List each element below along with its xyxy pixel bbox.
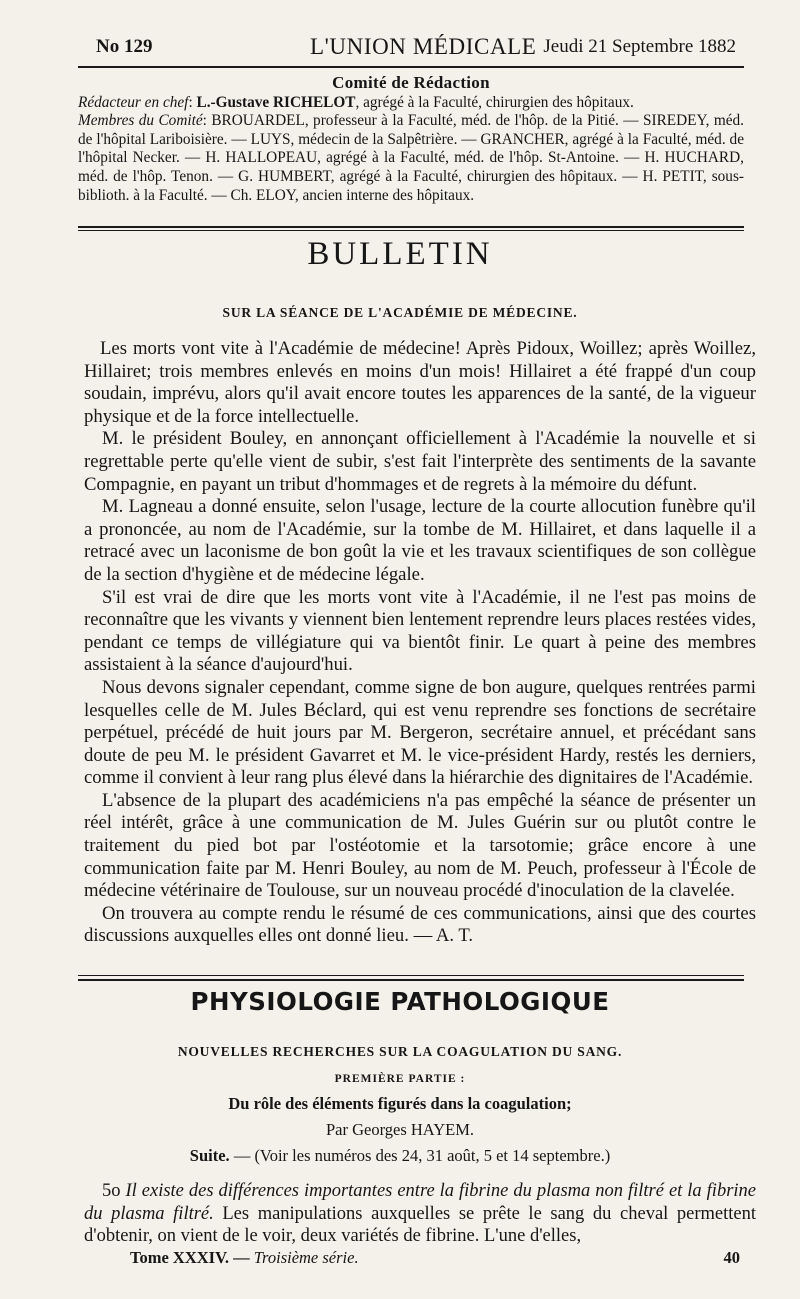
- section-rule: [78, 979, 744, 981]
- suite-text: — (Voir les numéros des 24, 31 août, 5 et 14 septembre.): [229, 1146, 611, 1165]
- members-label: Membres du Comité: [78, 112, 203, 130]
- issue-number: No 129: [96, 36, 153, 57]
- paragraph-emphasis: Il existe des différences importantes entre la fibrine du plasma non filtré et la fibrine du plasma filtré.: [84, 1181, 756, 1224]
- volume-info: Tome XXXIV. — Troisième série.: [130, 1248, 359, 1267]
- editor-in-chief: Rédacteur en chef: L.-Gustave RICHELOT, agrégé à la Faculté, chirurgien des hôpitaux.: [78, 93, 634, 111]
- article-paragraph: Nous devons signaler cependant, comme signe de bon augure, quelques rentrées parmi lesquelles celle de M. Jules Béclard, qui est venu reprendre ses fonctions de secrétaire perpétuel, précédé de huit jours par M. Bergeron, secrétaire annuel, et précédant sans doute de peu M. le président Gavarret et M. le vice-président Hardy, restés les derniers, comme il convient à leur rang plus élevé dans la hiérarchie des dignitaires de l'Académie.: [84, 676, 756, 789]
- page-number: 40: [723, 1248, 740, 1267]
- section-title: PHYSIOLOGIE PATHOLOGIQUE: [190, 987, 610, 1016]
- issue-date: Jeudi 21 Septembre 1882: [543, 36, 736, 57]
- article-paragraph: S'il est vrai de dire que les morts vont vite à l'Académie, il ne l'est pas moins de reconnaître que les vivants y viennent bien lentement reprendre leurs places restées vides, pendant ce temps de villégiature qui va bientôt finir. Le quart à peine des membres assistaient à la séance d'aujourd'hui.: [84, 586, 756, 676]
- editor-desc: , agrégé à la Faculté, chirurgien des hôpitaux.: [355, 93, 634, 111]
- article-paragraph: M. le président Bouley, en annonçant officiellement à l'Académie la nouvelle et si regrettable perte qu'elle vient de subir, s'est fait l'interprète des sentiments de la savante Compagnie, en payant un tribut d'hommages et de regrets à la mémoire du défunt.: [84, 428, 756, 495]
- bulletin-subtitle: SUR LA SÉANCE DE L'ACADÉMIE DE MÉDECINE.: [222, 305, 578, 320]
- section-subtitle: NOUVELLES RECHERCHES SUR LA COAGULATION DU SANG.: [177, 1044, 623, 1059]
- paragraph-number: 5o: [102, 1181, 121, 1201]
- committee-rule: [78, 226, 744, 228]
- header-rule: [78, 66, 744, 68]
- chapter-heading: Du rôle des éléments figurés dans la coagulation;: [228, 1094, 572, 1113]
- article-paragraph: Les morts vont vite à l'Académie de médecine! Après Pidoux, Woillez; après Woillez, Hillairet; trois membres enlevés en moins d'un mois! Hillairet a été frappé d'un coup soudain, imprévu, alors qu'il avait encore toutes les apparences de la santé, de la vigueur physique et de la force intellectuelle.: [84, 338, 756, 427]
- continuation-note: [0, 1146, 800, 1166]
- editor-name: L.-Gustave RICHELOT: [196, 93, 356, 111]
- article-paragraph: M. Lagneau a donné ensuite, selon l'usage, lecture de la courte allocution funèbre qu'il a prononcée, au nom de l'Académie, sur la tombe de M. Hillairet, et dans laquelle il a retracé avec un laconisme de bon goût la vie et les travaux scientifiques de son collègue de la section d'hygiène et de médecine légale.: [84, 496, 756, 585]
- paragraph-text: Les manipulations auxquelles se prête le sang du cheval permettent d'obtenir, on vient de le voir, deux variétés de fibrine. L'une d'elles,: [84, 1203, 757, 1246]
- physiology-article: [84, 1180, 756, 1248]
- journal-title: L'UNION MÉDICALE: [310, 34, 537, 59]
- tome-label: Tome XXXIV.: [130, 1248, 230, 1267]
- author-byline: Par Georges HAYEM.: [325, 1120, 475, 1139]
- page-header: [94, 34, 738, 64]
- series-label: Troisième série.: [253, 1248, 359, 1267]
- committee-rule-thin: [78, 230, 744, 231]
- article-paragraph: L'absence de la plupart des académiciens n'a pas empêché la séance de présenter un réel intérêt, grâce à une communication de M. Jules Guérin sur ou plutôt contre le traitement du pied bot par l'ostéotomie et la tarsotomie; grâce encore à une communication faite par M. Henri Bouley, au nom de M. Peuch, professeur à l'École de médecine vétérinaire de Toulouse, sur un nouveau procédé d'inoculation de la clavelée.: [84, 789, 756, 902]
- bulletin-article: [84, 338, 756, 948]
- editorial-committee: [78, 74, 744, 205]
- article-paragraph: [84, 1180, 756, 1248]
- editor-label: Rédacteur en chef: [78, 93, 189, 111]
- members-text: : BROUARDEL, professeur à la Faculté, méd. de l'hôp. de la Pitié. — SIREDEY, méd. de l'hôpital Lariboisière. — LUYS, médecin de la Salpêtrière. — GRANCHER, agrégé à la Faculté, méd. de l'hôpital Necker. — H. HALLOPEAU, agrégé à la Faculté, méd. de l'hôp. St-Antoine. — H. HUCHARD, méd. de l'hôp. Tenon. — G. HUMBERT, agrégé à la Faculté, chirurgien des hôpitaux. — H. PETIT, sous-biblioth. à la Faculté. — Ch. ELOY, ancien interne des hôpitaux.: [78, 112, 744, 204]
- page-footer: [130, 1248, 740, 1270]
- committee-title: Comité de Rédaction: [332, 73, 490, 92]
- section-rule-thin: [78, 975, 744, 976]
- bulletin-title: BULLETIN: [307, 236, 493, 272]
- suite-label: Suite.: [189, 1146, 230, 1165]
- article-paragraph: On trouvera au compte rendu le résumé de ces communications, ainsi que des courtes discussions auxquelles elles ont donné lieu. — A. T.: [84, 902, 756, 947]
- part-heading: PREMIÈRE PARTIE :: [334, 1073, 466, 1085]
- committee-members: [78, 112, 744, 205]
